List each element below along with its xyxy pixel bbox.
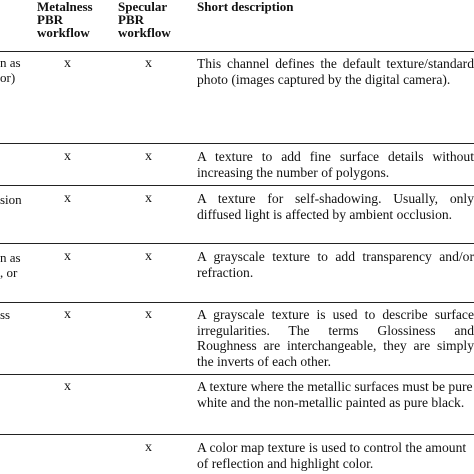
row-5-metalness-mark: x xyxy=(64,379,71,394)
header-specular xyxy=(118,0,188,39)
row-0-description: This channel defines the default texture/standard photo (images captured by the digital camera). xyxy=(197,56,474,87)
row-2-description: A texture for self-shadowing. Usually, only diffused light is affected by ambient occlusion. xyxy=(197,191,474,222)
row-rule xyxy=(0,143,474,144)
row-0-label-line-1: n as xyxy=(0,55,21,70)
row-6-description: A color map texture is used to control the amount of reflection and highlight color. xyxy=(197,440,467,471)
row-rule xyxy=(0,374,474,375)
row-rule xyxy=(0,434,474,435)
row-2-label xyxy=(0,192,22,207)
header-rule xyxy=(0,51,474,52)
row-4-metalness-mark: x xyxy=(64,307,71,322)
row-0-label-line-2: or) xyxy=(0,70,16,85)
row-4-description: A grayscale texture is used to describe surface irregularities. The terms Glossiness and Roughness are interchangeable, they are simply the inverts of each other. xyxy=(197,307,474,369)
row-1-description: A texture to add fine surface details without increasing the number of polygons. xyxy=(197,149,474,180)
header-metalness xyxy=(37,0,107,39)
row-3-label xyxy=(0,250,21,280)
row-3-label-line-2: , or xyxy=(0,265,18,280)
row-3-label-line-1: n as xyxy=(0,250,21,265)
row-4-label-line-1: ss xyxy=(0,307,11,322)
row-5-description: A texture where the metallic surfaces must be pure white and the non-metallic painted as pure black. xyxy=(197,379,473,410)
header-description: Short description xyxy=(197,0,294,14)
row-rule xyxy=(0,243,474,244)
row-0-label xyxy=(0,55,21,85)
row-6-specular-mark: x xyxy=(145,440,152,455)
row-2-specular-mark: x xyxy=(145,191,152,206)
row-rule xyxy=(0,302,474,303)
header-metalness-line-2: PBR xyxy=(37,12,63,27)
row-1-metalness-mark: x xyxy=(64,149,71,164)
row-0-specular-mark: x xyxy=(145,56,152,71)
header-specular-line-3: workflow xyxy=(118,25,171,40)
row-2-label-line-1: sion xyxy=(0,192,22,207)
row-3-metalness-mark: x xyxy=(64,249,71,264)
header-metalness-line-1: Metalness xyxy=(37,0,93,14)
row-3-description: A grayscale texture to add transparency and/or refraction. xyxy=(197,249,474,280)
row-4-specular-mark: x xyxy=(145,307,152,322)
header-metalness-line-3: workflow xyxy=(37,25,90,40)
row-3-specular-mark: x xyxy=(145,249,152,264)
row-4-label xyxy=(0,307,10,322)
row-rule xyxy=(0,185,474,186)
row-0-metalness-mark: x xyxy=(64,56,71,71)
header-specular-line-1: Specular xyxy=(118,0,168,14)
row-2-metalness-mark: x xyxy=(64,191,71,206)
row-1-specular-mark: x xyxy=(145,149,152,164)
header-specular-line-2: PBR xyxy=(118,12,144,27)
